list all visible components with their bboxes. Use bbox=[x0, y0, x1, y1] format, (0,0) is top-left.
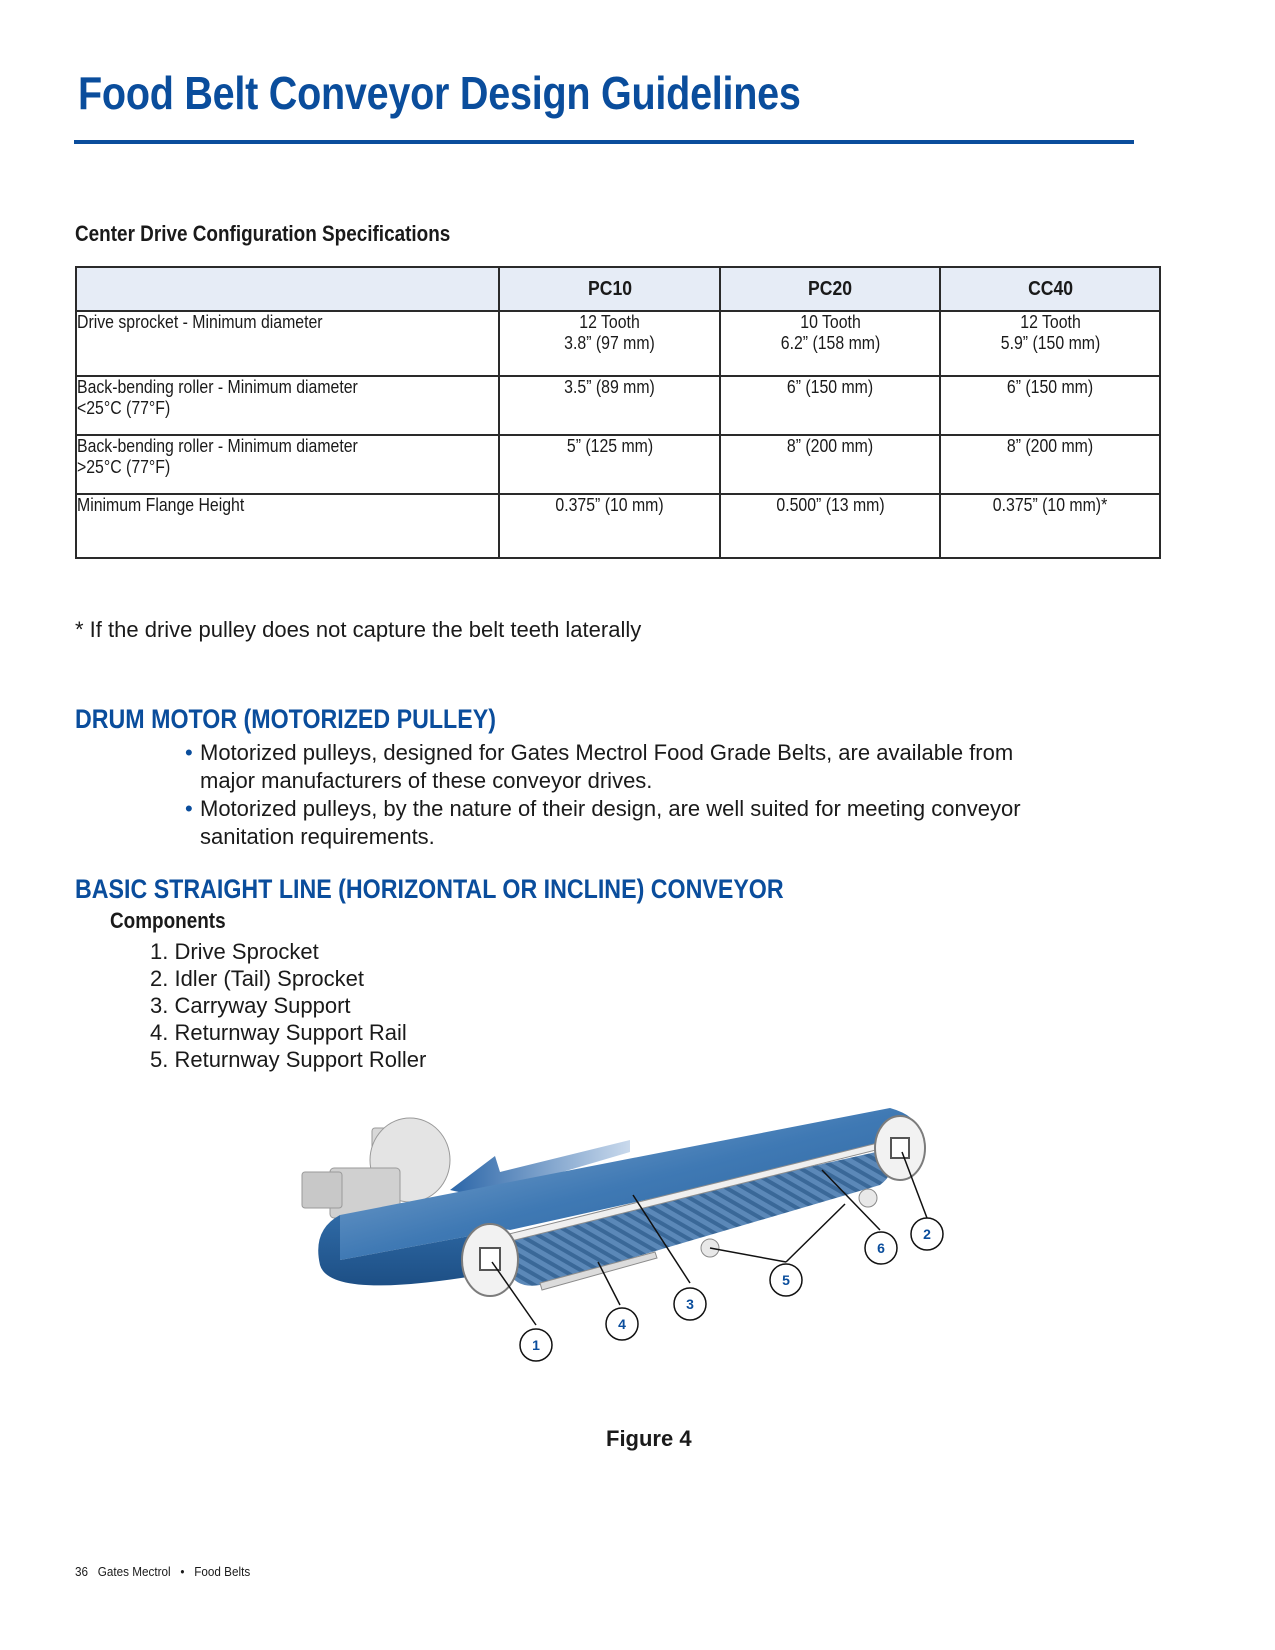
callout-2 bbox=[911, 1218, 943, 1250]
cell-pc10: 0.375” (10 mm) bbox=[499, 494, 719, 558]
figure-caption: Figure 4 bbox=[606, 1426, 692, 1451]
footer-separator: • bbox=[180, 1564, 185, 1579]
idler-sprocket-icon bbox=[875, 1116, 925, 1180]
list-item: 1. Drive Sprocket bbox=[150, 939, 319, 964]
svg-text:2: 2 bbox=[923, 1226, 931, 1242]
spec-table-heading: Center Drive Configuration Specifications bbox=[75, 221, 451, 246]
title-rule bbox=[74, 140, 1134, 144]
list-item: 3. Carryway Support bbox=[150, 993, 351, 1018]
drive-sprocket-icon bbox=[462, 1224, 518, 1296]
cell-pc10: 3.5” (89 mm) bbox=[499, 376, 719, 435]
cell-pc20: 0.500” (13 mm) bbox=[720, 494, 940, 558]
cell-cc40: 0.375” (10 mm)* bbox=[940, 494, 1160, 558]
row-label: Back-bending roller - Minimum diameter >25°C (77°F) bbox=[76, 435, 499, 494]
bullet-icon: • bbox=[185, 796, 193, 821]
spec-table bbox=[75, 266, 1161, 559]
callout-4 bbox=[606, 1308, 638, 1340]
table-row bbox=[76, 435, 1160, 494]
table-footnote: * If the drive pulley does not capture the belt teeth laterally bbox=[75, 617, 642, 642]
footer-section: Food Belts bbox=[194, 1564, 251, 1579]
page-number: 36 bbox=[75, 1564, 89, 1579]
straight-line-heading: BASIC STRAIGHT LINE (HORIZONTAL OR INCLINE) CONVEYOR bbox=[75, 874, 784, 904]
list-item: • Motorized pulleys, by the nature of their design, are well suited for meeting conveyor sanitation requirements. bbox=[185, 796, 1021, 849]
spec-col-header-cc40: CC40 bbox=[940, 267, 1160, 311]
spec-col-header-pc10: PC10 bbox=[499, 267, 719, 311]
list-item: 2. Idler (Tail) Sprocket bbox=[150, 966, 364, 991]
table-row bbox=[76, 376, 1160, 435]
cell-cc40: 8” (200 mm) bbox=[940, 435, 1160, 494]
callout-1 bbox=[520, 1329, 552, 1361]
list-item: 4. Returnway Support Rail bbox=[150, 1020, 407, 1045]
row-label: Back-bending roller - Minimum diameter <25°C (77°F) bbox=[76, 376, 499, 435]
svg-text:3: 3 bbox=[686, 1296, 694, 1312]
cell-pc20: 10 Tooth 6.2” (158 mm) bbox=[720, 311, 940, 376]
return-roller-icon bbox=[859, 1189, 877, 1207]
spec-col-header-blank bbox=[76, 267, 499, 311]
callout-5 bbox=[770, 1264, 802, 1296]
cell-pc20: 8” (200 mm) bbox=[720, 435, 940, 494]
svg-text:4: 4 bbox=[618, 1316, 626, 1332]
drum-motor-bullets bbox=[185, 739, 1145, 851]
bullet-icon: • bbox=[185, 740, 193, 765]
table-row bbox=[76, 311, 1160, 376]
list-item: 5. Returnway Support Roller bbox=[150, 1047, 427, 1072]
row-label: Minimum Flange Height bbox=[76, 494, 499, 558]
callout-6 bbox=[865, 1232, 897, 1264]
callout-3 bbox=[674, 1288, 706, 1320]
components-list bbox=[150, 938, 426, 1073]
drum-motor-heading: DRUM MOTOR (MOTORIZED PULLEY) bbox=[75, 704, 496, 734]
list-item: • Motorized pulleys, designed for Gates Mectrol Food Grade Belts, are available from major manufacturers of these conveyor drives. bbox=[185, 740, 1014, 793]
table-row bbox=[76, 494, 1160, 558]
cell-pc10: 5” (125 mm) bbox=[499, 435, 719, 494]
row-label: Drive sprocket - Minimum diameter bbox=[76, 311, 499, 376]
page-title: Food Belt Conveyor Design Guidelines bbox=[78, 67, 801, 119]
components-heading: Components bbox=[110, 908, 226, 933]
spec-table-header-row bbox=[76, 267, 1160, 311]
cell-pc20: 6” (150 mm) bbox=[720, 376, 940, 435]
page-footer bbox=[75, 1564, 250, 1579]
svg-text:5: 5 bbox=[782, 1272, 790, 1288]
svg-text:6: 6 bbox=[877, 1240, 885, 1256]
footer-brand: Gates Mectrol bbox=[97, 1564, 171, 1579]
conveyor-diagram bbox=[300, 1100, 1000, 1420]
cell-pc10: 12 Tooth 3.8” (97 mm) bbox=[499, 311, 719, 376]
spec-col-header-pc20: PC20 bbox=[720, 267, 940, 311]
cell-cc40: 12 Tooth 5.9” (150 mm) bbox=[940, 311, 1160, 376]
cell-cc40: 6” (150 mm) bbox=[940, 376, 1160, 435]
svg-text:1: 1 bbox=[532, 1337, 540, 1353]
